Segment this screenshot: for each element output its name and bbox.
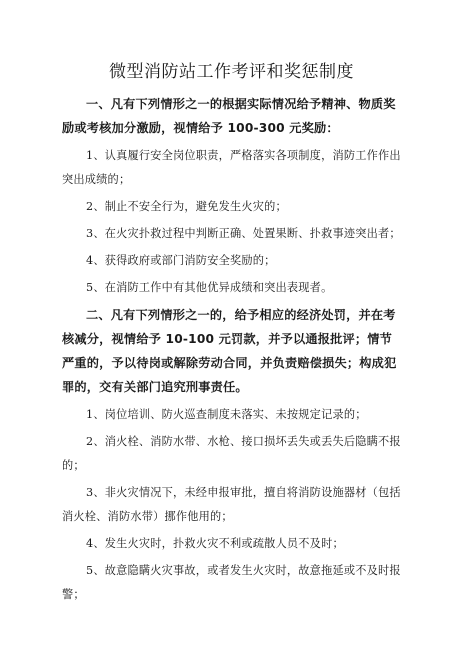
section-penalties [62,303,401,607]
section-rewards [62,92,401,300]
reward-item-4: 4、获得政府或部门消防安全奖励的； [86,254,276,267]
reward-item-5: 5、在消防工作中有其他优异成绩和突出表现者。 [86,281,333,294]
penalty-item-1: 1、岗位培训、防火巡查制度未落实、未按规定记录的； [86,408,367,421]
section-heading-penalties: 二、凡有下列情形之一的，给予相应的经济处罚，并在考核减分，视情给予 10-100 元罚款，并予以通报批评；情节严重的，予以待岗或解除劳动合同，并负责赔偿损失；构成犯罪的，交有关部门追究刑事责任。 [62,308,397,394]
penalty-item-2: 2、消火栓、消防水带、水枪、接口损坏丢失或丢失后隐瞒不报的； [62,435,401,472]
document-title: 微型消防站工作考评和奖惩制度 [109,62,354,82]
penalty-item-4: 4、发生火灾时，扑救火灾不利或疏散人员不及时； [86,537,344,550]
penalty-item-5: 5、故意隐瞒火灾事故，或者发生火灾时，故意拖延或不及时报警； [62,564,401,601]
reward-item-2: 2、制止不安全行为，避免发生火灾的； [86,200,287,213]
reward-item-3: 3、在火灾扑救过程中判断正确、处置果断、扑救事迹突出者； [86,227,401,240]
reward-item-1: 1、认真履行安全岗位职责，严格落实各项制度，消防工作作出突出成绩的； [62,149,401,186]
penalty-item-3: 3、非火灾情况下，未经申报审批，擅自将消防设施器材（包括消火栓、消防水带）挪作他用的； [62,486,401,523]
section-heading-rewards: 一、凡有下列情形之一的根据实际情况给予精神、物质奖励或考核加分激励，视情给予 100-300 元奖励： [62,97,396,135]
